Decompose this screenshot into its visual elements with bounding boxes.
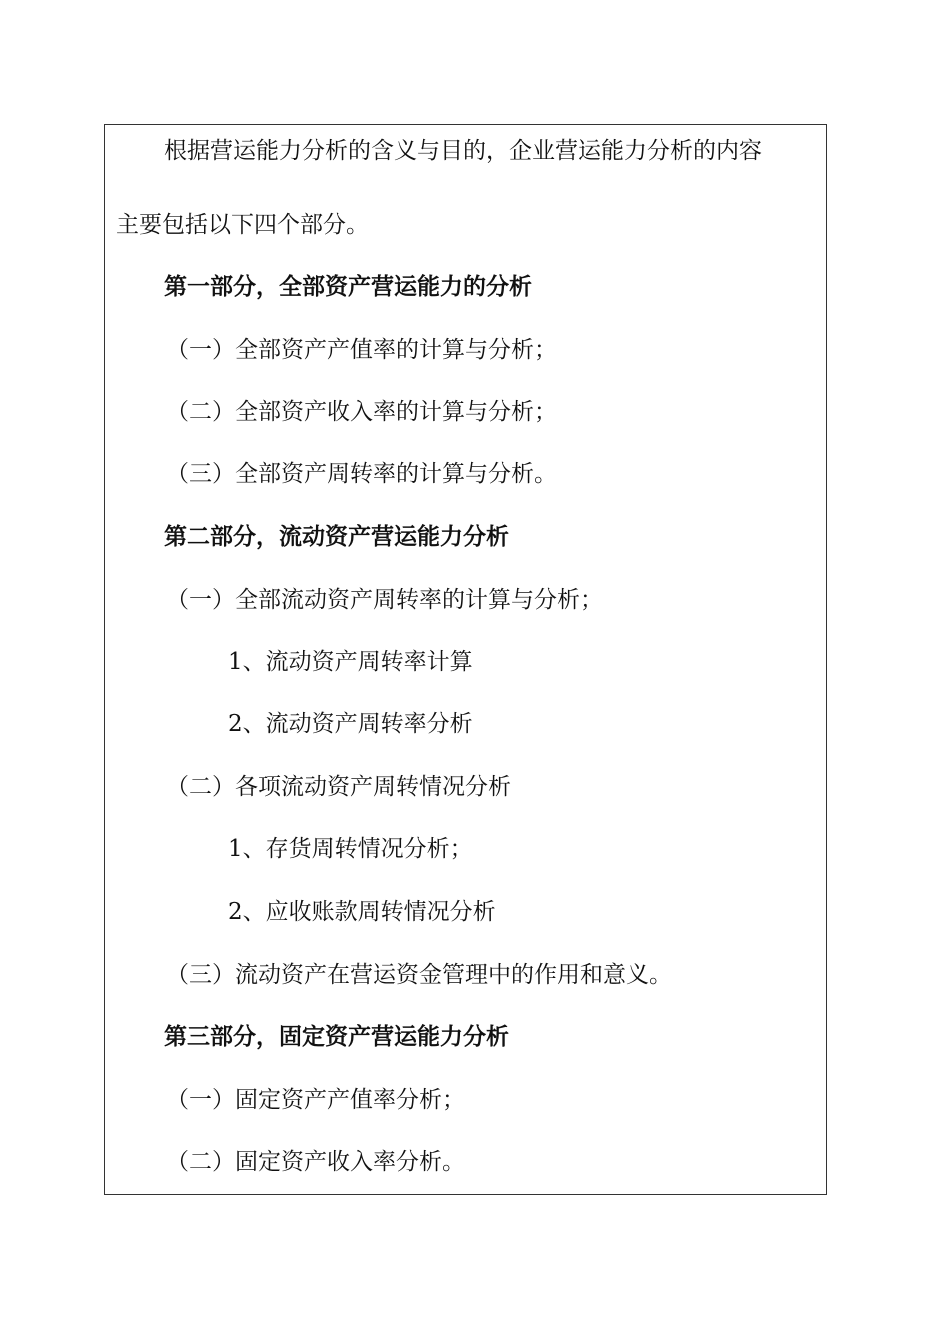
list-item-part2-2: （二）各项流动资产周转情况分析 xyxy=(166,774,511,800)
list-item-part1-1: （一）全部资产产值率的计算与分析； xyxy=(166,337,557,363)
sub-item-part2-2-1: 1、存货周转情况分析； xyxy=(228,836,473,862)
list-item-part1-3: （三）全部资产周转率的计算与分析。 xyxy=(166,461,557,487)
section-heading-part-3: 第三部分，固定资产营运能力分析 xyxy=(164,1023,509,1050)
sub-item-part2-1-2: 2、流动资产周转率分析 xyxy=(228,711,473,737)
list-item-part3-2: （二）固定资产收入率分析。 xyxy=(166,1149,465,1175)
sub-item-part2-1-1: 1、流动资产周转率计算 xyxy=(228,649,473,675)
section-heading-part-2: 第二部分，流动资产营运能力分析 xyxy=(164,523,509,550)
list-item-part2-1: （一）全部流动资产周转率的计算与分析； xyxy=(166,587,603,613)
list-item-part1-2: （二）全部资产收入率的计算与分析； xyxy=(166,399,557,425)
sub-item-part2-2-2: 2、应收账款周转情况分析 xyxy=(228,899,496,925)
list-item-part3-1: （一）固定资产产值率分析； xyxy=(166,1087,465,1113)
intro-paragraph-line-1: 根据营运能力分析的含义与目的，企业营运能力分析的内容 xyxy=(164,138,762,164)
intro-paragraph-line-2: 主要包括以下四个部分。 xyxy=(116,212,369,238)
section-heading-part-1: 第一部分，全部资产营运能力的分析 xyxy=(164,273,532,300)
list-item-part2-3: （三）流动资产在营运资金管理中的作用和意义。 xyxy=(166,962,672,988)
